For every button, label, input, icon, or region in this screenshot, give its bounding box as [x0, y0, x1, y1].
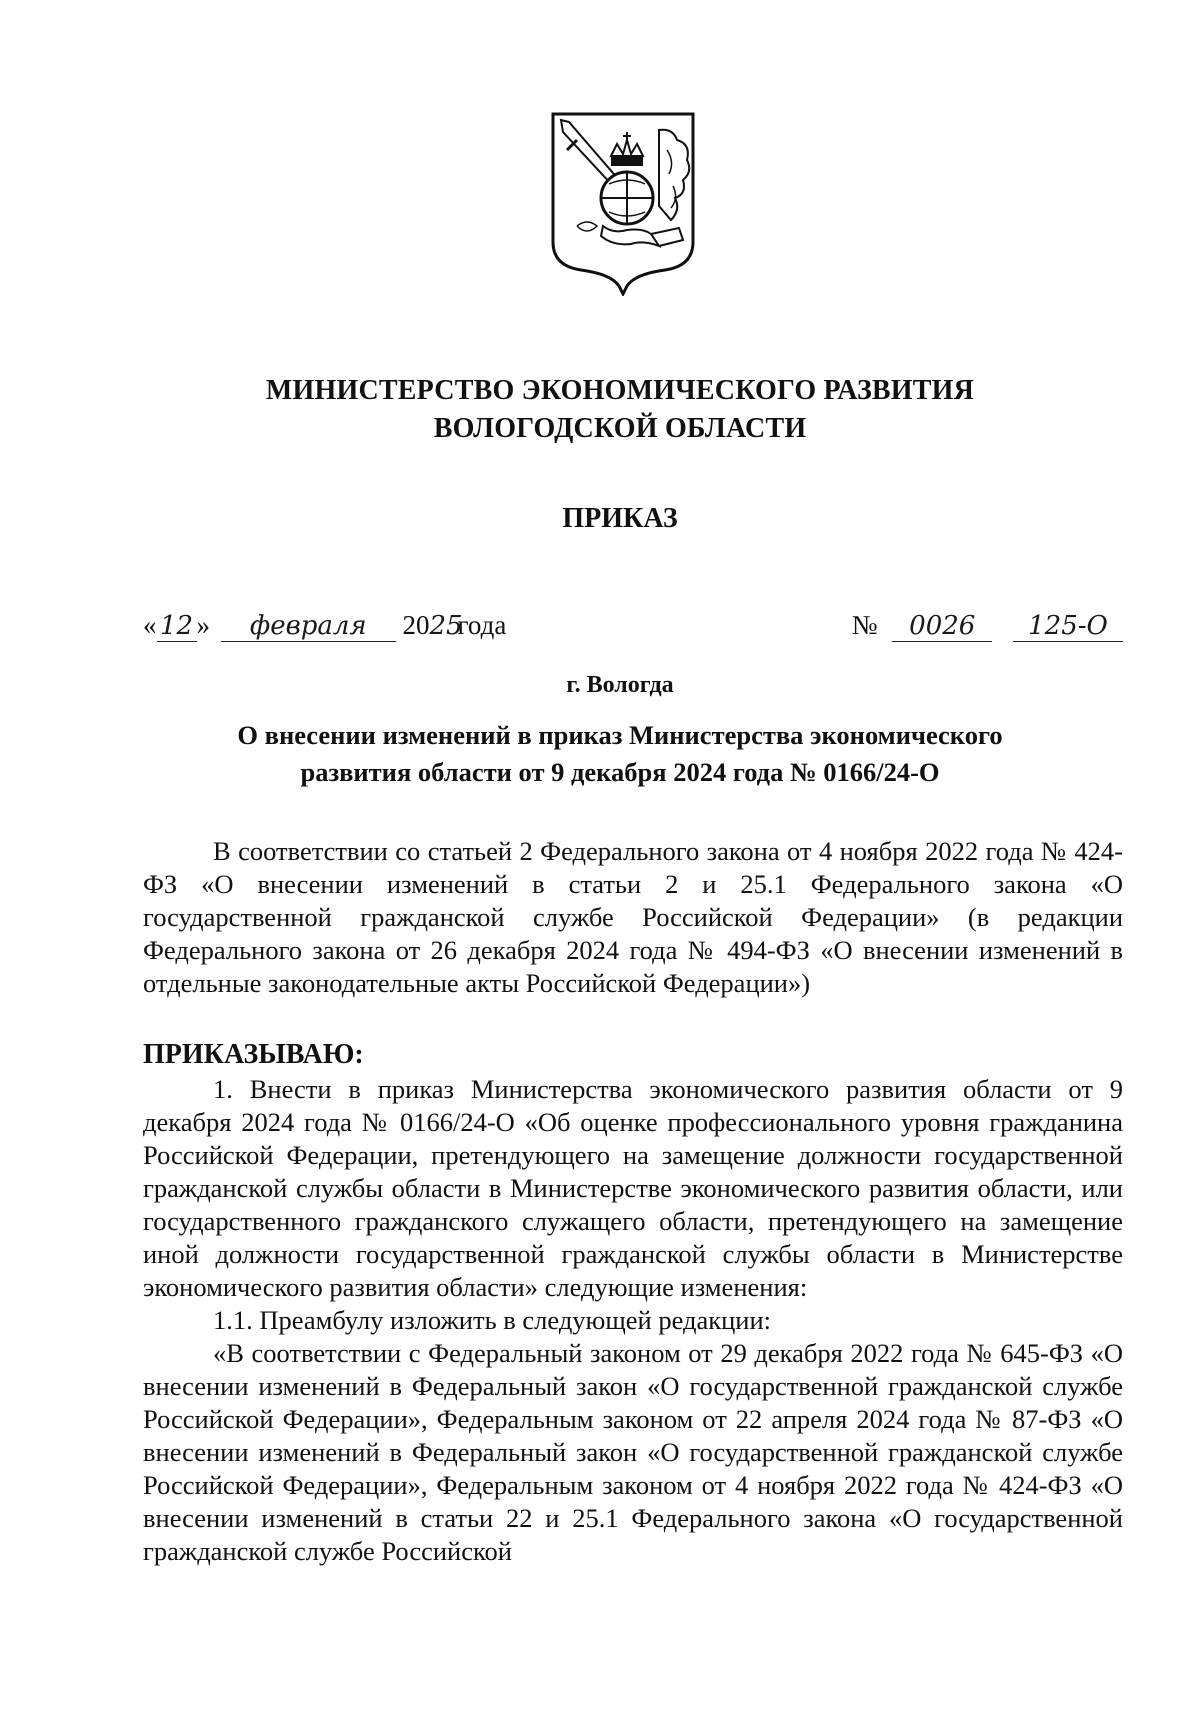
date-open-quote: «: [143, 610, 157, 640]
date-number-row: [143, 605, 1123, 649]
intro-paragraph: В соответствии со статьей 2 Федерального закона от 4 ноября 2022 года № 424-ФЗ «О внесении изменений в статьи 2 и 25.1 Федерального закона «О государственной гражданской службе Российской Федерации» (в редакции Федерального закона от 26 декабря 2024 года № 494-ФЗ «О внесении изменений в отдельные законодательные акты Российской Федерации»): [143, 836, 1123, 998]
organization-name: [140, 372, 1100, 448]
order-item-1: 1. Внести в приказ Министерства экономического развития области от 9 декабря 2024 года № 0166/24-О «Об оценке профессионального уровня гражданина Российской Федерации, претендующего на замещение должности государственной гражданской службы области в Министерстве экономического развития области, или государственного гражданского служащего области, претендующего на замещение иной должности государственной гражданской службы области в Министерстве экономического развития области» следующие изменения:: [143, 1074, 1123, 1302]
date-year-suffix: 25: [429, 611, 463, 641]
order-items: [143, 1073, 1123, 1568]
organization-line-1: МИНИСТЕРСТВО ЭКОНОМИЧЕСКОГО РАЗВИТИЯ: [265, 375, 975, 406]
organization-line-2: ВОЛОГОДСКОЙ ОБЛАСТИ: [433, 413, 807, 444]
date-day: 12: [157, 611, 197, 642]
order-heading: ПРИКАЗЫВАЮ:: [143, 1039, 364, 1070]
document-type: ПРИКАЗ: [562, 503, 678, 534]
date-year-word: года: [457, 610, 507, 640]
subject-line-1: О внесении изменений в приказ Министерства экономического: [237, 720, 1003, 750]
number-sign: №: [851, 610, 878, 640]
city: г. Вологда: [566, 672, 674, 698]
document-subject: [140, 717, 1100, 791]
date-year-prefix: 20: [402, 610, 430, 640]
document-number: [852, 605, 1123, 645]
subject-line-2: развития области от 9 декабря 2024 года № 0166/24-О: [300, 757, 940, 787]
order-item-1-1: 1.1. Преамбулу изложить в следующей редакции:: [213, 1305, 772, 1335]
date-close-quote: »: [196, 610, 210, 640]
date-month: февраля: [221, 611, 396, 642]
number-part-2: 125-О: [1013, 611, 1123, 642]
order-item-preamble: «В соответствии с Федеральный законом от 29 декабря 2022 года № 645-ФЗ «О внесении изменений в Федеральный закон «О государственной гражданской службе Российской Федерации», Федеральным законом от 22 апреля 2024 года № 87-ФЗ «О внесении изменений в Федеральный закон «О государственной гражданской службе Российской Федерации», Федеральным законом от 4 ноября 2022 года № 424-ФЗ «О внесении изменений в статьи 22 и 25.1 Федерального закона «О государственной гражданской службе Российской: [143, 1338, 1123, 1566]
document-date: [143, 605, 506, 645]
intro-paragraph-block: [143, 835, 1123, 1000]
number-part-1: 0026: [892, 611, 992, 642]
vologda-coat-of-arms-icon: [547, 110, 699, 296]
